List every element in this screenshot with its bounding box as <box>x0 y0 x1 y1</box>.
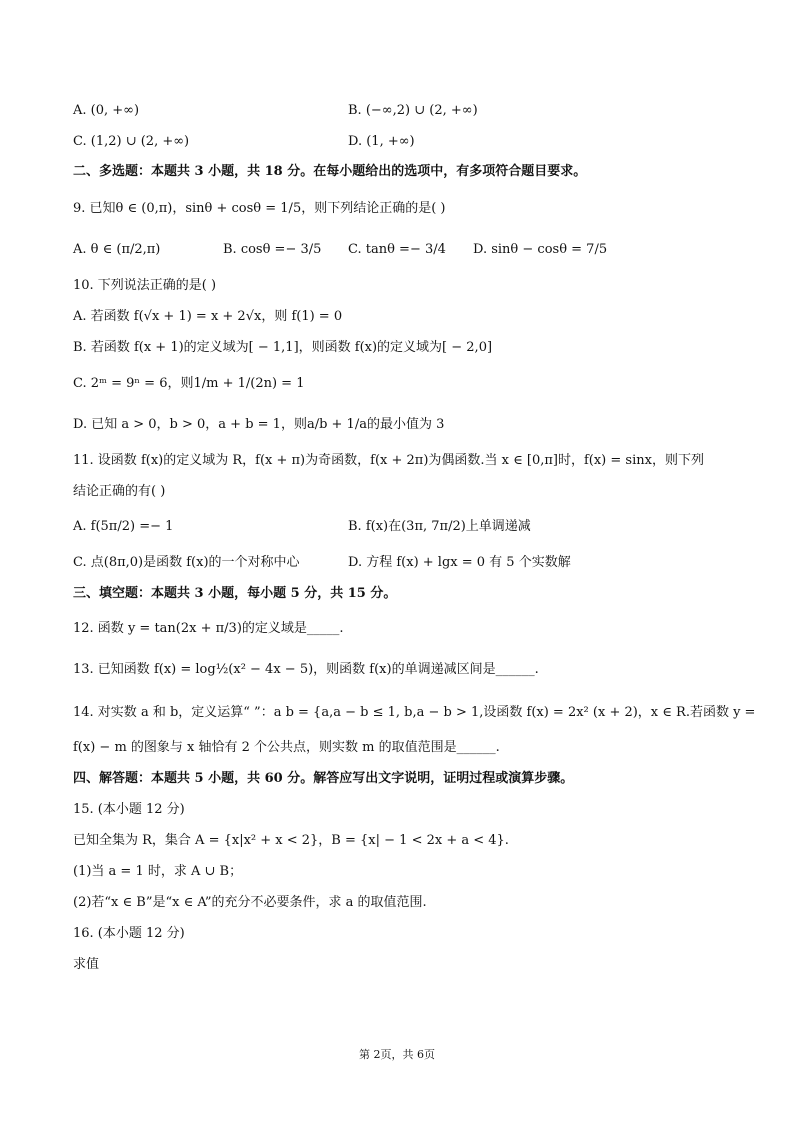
q10-stem: 10. 下列说法正确的是( ) <box>73 278 217 293</box>
q9-stem: 9. 已知θ ∈ (0,π)，sinθ + cosθ = 1/5，则下列结论正确的是( ) <box>73 201 446 216</box>
q10-option-d: D. 已知 a > 0，b > 0，a + b = 1，则a/b + 1/a的最小值为 3 <box>73 417 445 432</box>
q8-option-d: D. (1, +∞) <box>348 134 415 149</box>
q14-line2: f(x) − m 的图象与 x 轴恰有 2 个公共点，则实数 m 的取值范围是______. <box>73 740 500 755</box>
section2-title: 二、多选题：本题共 3 小题，共 18 分。在每小题给出的选项中，有多项符合题目要求。 <box>73 164 587 179</box>
q15-part2: (2)若“x ∈ B”是“x ∈ A”的充分不必要条件，求 a 的取值范围. <box>73 895 427 910</box>
q14-line1: 14. 对实数 a 和 b，定义运算“ ”：a b = {a,a − b ≤ 1, b,a − b > 1,设函数 f(x) = 2x² (x + 2)，x ∈ R.若函数 y = <box>73 705 756 720</box>
q15-header: 15. (本小题 12 分) <box>73 802 185 817</box>
section4-title: 四、解答题：本题共 5 小题，共 60 分。解答应写出文字说明，证明过程或演算步骤。 <box>73 771 574 786</box>
q15-part1: (1)当 a = 1 时，求 A ∪ B； <box>73 864 243 879</box>
q9-option-c: C. tanθ =− 3/4 <box>348 242 446 257</box>
q8-option-b: B. (−∞,2) ∪ (2, +∞) <box>348 103 478 118</box>
q9-option-d: D. sinθ − cosθ = 7/5 <box>473 242 608 257</box>
q8-option-a: A. (0, +∞) <box>73 103 140 118</box>
section3-title: 三、填空题：本题共 3 小题，每小题 5 分，共 15 分。 <box>73 586 397 601</box>
q10-option-b: B. 若函数 f(x + 1)的定义域为[ − 1,1]，则函数 f(x)的定义域为[ − 2,0] <box>73 340 493 355</box>
q12-stem: 12. 函数 y = tan(2x + π/3)的定义域是_____. <box>73 621 344 636</box>
q11-option-a: A. f(5π/2) =− 1 <box>73 519 174 534</box>
q11-option-b: B. f(x)在(3π, 7π/2)上单调递减 <box>348 519 531 534</box>
q10-option-a: A. 若函数 f(√x + 1) = x + 2√x，则 f(1) = 0 <box>73 309 343 324</box>
q16-stem: 求值 <box>73 957 100 972</box>
q10-option-c: C. 2ᵐ = 9ⁿ = 6，则1/m + 1/(2n) = 1 <box>73 376 305 391</box>
q11-option-c: C. 点(8π,0)是函数 f(x)的一个对称中心 <box>73 555 300 570</box>
q15-stem: 已知全集为 R，集合 A = {x|x² + x < 2}，B = {x| − 1 < 2x + a < 4}. <box>73 833 509 848</box>
q13-stem: 13. 已知函数 f(x) = log½(x² − 4x − 5)，则函数 f(x)的单调递减区间是______. <box>73 662 539 677</box>
q11-stem-line2: 结论正确的有( ) <box>73 484 166 499</box>
q9-option-a: A. θ ∈ (π/2,π) <box>73 242 161 257</box>
q9-option-b: B. cosθ =− 3/5 <box>223 242 322 257</box>
q8-option-c: C. (1,2) ∪ (2, +∞) <box>73 134 190 149</box>
q11-option-d: D. 方程 f(x) + lgx = 0 有 5 个实数解 <box>348 555 571 570</box>
q11-stem-line1: 11. 设函数 f(x)的定义域为 R，f(x + π)为奇函数，f(x + 2π)为偶函数.当 x ∈ [0,π]时，f(x) = sinx，则下列 <box>73 453 704 468</box>
page-footer: 第 2页，共 6页 <box>359 1048 435 1061</box>
q16-header: 16. (本小题 12 分) <box>73 926 185 941</box>
